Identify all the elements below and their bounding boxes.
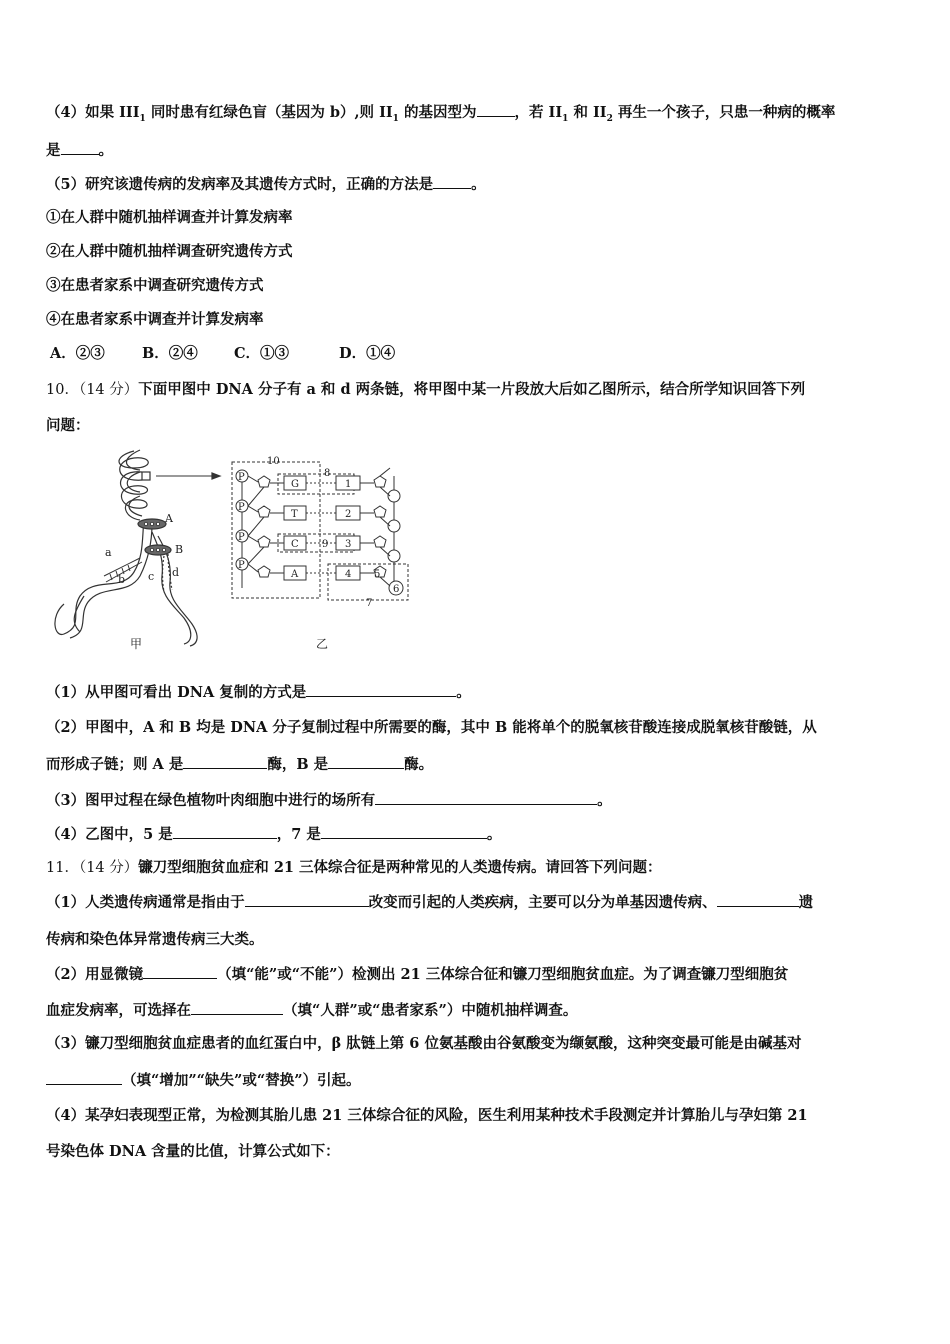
q10-stem-line2: 问题： [46, 417, 90, 434]
option-d[interactable]: D．①④ [339, 345, 396, 362]
label-7: 7 [366, 598, 373, 609]
q10-sub2-line1: （2）甲图中，A 和 B 均是 DNA 分子复制过程中所需要的酶，其中 B 能将单个的脱氧核苷酸连接成脱氧核苷酸链，从 [46, 719, 817, 736]
answer-blank[interactable] [375, 790, 597, 805]
option-b[interactable]: B．②④ [142, 345, 198, 362]
q10-stem-line1: 10．（14 分）下面甲图中 DNA 分子有 a 和 d 两条链，将甲图中某一片段放大后如乙图所示，结合所学知识回答下列 [46, 381, 806, 398]
answer-blank[interactable] [321, 824, 487, 839]
answer-blank[interactable] [717, 892, 799, 907]
q11-sub4-line2: 号染色体 DNA 含量的比值，计算公式如下： [46, 1143, 340, 1160]
phosphate-label: P [238, 472, 245, 483]
base-left-2: T [291, 509, 298, 520]
label-6: 6 [393, 584, 400, 595]
q11-sub2-line2: 血症发病率，可选择在 （填“人群”或“患者家系”）中随机抽样调查。 [46, 1002, 578, 1019]
dna-segment-diagram [232, 456, 408, 609]
label-8: 8 [324, 468, 331, 479]
q9-item-2: ②在人群中随机抽样调查研究遗传方式 [46, 243, 293, 260]
option-c[interactable]: C．①③ [234, 345, 290, 362]
q10-sub3: （3）图甲过程在绿色植物叶肉细胞中进行的场所有 。 [46, 792, 612, 809]
caption-yi: 乙 [316, 637, 329, 651]
q9-part4-line1: （4）如果 $III_1$ 同时患有红绿色盲（基因为 b）,则 $II_1$ 的基因型为 ，若 $II_1$ 和 $II_2$ 再生一个孩子，只患一种病的概率 [46, 104, 836, 124]
q9-options [50, 344, 910, 364]
label-chain-c: c [148, 570, 155, 583]
dna-replication-figure [44, 446, 424, 656]
q9-item-4: ④在患者家系中调查并计算发病率 [46, 311, 264, 328]
base-right-1: 1 [345, 479, 352, 490]
answer-blank[interactable] [191, 1000, 283, 1015]
q10-sub4: （4）乙图中，5 是 ，7 是 。 [46, 826, 502, 843]
label-enzyme-A: A [165, 512, 173, 525]
q11-sub1-line1: （1）人类遗传病通常是指由于 改变而引起的人类疾病，主要可以分为单基因遗传病、 遗 [46, 894, 814, 911]
phosphate-label: P [238, 560, 245, 571]
q10-sub2-line2: 而形成子链；则 A 是 酶，B 是 酶。 [46, 756, 434, 773]
answer-blank[interactable] [143, 964, 217, 979]
answer-blank[interactable] [245, 892, 369, 907]
q11-sub1-line2: 传病和染色体异常遗传病三大类。 [46, 931, 264, 948]
label-chain-b: b [118, 573, 126, 586]
q11-sub2-line1: （2）用显微镜 （填“能”或“不能”）检测出 21 三体综合征和镰刀型细胞贫血症。为了调查镰刀型细胞贫 [46, 966, 789, 983]
option-a[interactable]: A．②③ [50, 345, 105, 362]
answer-blank[interactable] [306, 682, 456, 697]
answer-blank[interactable] [328, 754, 404, 769]
q9-part5: （5）研究该遗传病的发病率及其遗传方式时，正确的方法是 。 [46, 176, 486, 193]
base-left-1: G [291, 479, 299, 490]
answer-blank[interactable] [46, 1070, 122, 1085]
answer-blank[interactable] [183, 754, 267, 769]
q11-sub3-line2: （填“增加”“缺失”或“替换”）引起。 [46, 1070, 906, 1091]
q11-sub4-line1: （4）某孕妇表现型正常，为检测其胎儿患 21 三体综合征的风险，医生利用某种技术手段测定并计算胎儿与孕妇第 21 [46, 1107, 808, 1124]
label-5: 5 [374, 569, 381, 580]
base-right-3: 3 [345, 539, 352, 550]
q9-part4-line2: 是 。 [46, 142, 113, 159]
phosphate-label: P [238, 532, 245, 543]
answer-blank[interactable] [61, 140, 99, 155]
phosphate-label: P [238, 502, 245, 513]
answer-blank[interactable] [433, 174, 471, 189]
label-chain-a: a [105, 546, 112, 559]
q11-sub3-line1: （3）镰刀型细胞贫血症患者的血红蛋白中，β 肽链上第 6 位氨基酸由谷氨酸变为缬氨酸，这种突变最可能是由碱基对 [46, 1035, 802, 1052]
q10-sub1: （1）从甲图可看出 DNA 复制的方式是 。 [46, 684, 471, 701]
caption-jia: 甲 [130, 637, 143, 651]
base-right-2: 2 [345, 509, 352, 520]
question-number: 11．（14 分） [46, 860, 139, 876]
label-9: 9 [322, 539, 329, 550]
base-left-3: C [291, 539, 299, 550]
base-left-4: A [291, 569, 299, 580]
base-right-4: 4 [345, 569, 352, 580]
answer-blank[interactable] [477, 102, 515, 117]
q9-item-3: ③在患者家系中调查研究遗传方式 [46, 277, 264, 294]
q11-stem: 11．（14 分）镰刀型细胞贫血症和 21 三体综合征是两种常见的人类遗传病。请回答下列问题： [46, 859, 662, 876]
answer-blank[interactable] [173, 824, 277, 839]
question-number: 10．（14 分） [46, 382, 139, 398]
label-10: 10 [267, 456, 280, 467]
label-chain-d: d [172, 566, 180, 579]
label-enzyme-B: B [175, 543, 184, 556]
q9-item-1: ①在人群中随机抽样调查并计算发病率 [46, 209, 293, 226]
